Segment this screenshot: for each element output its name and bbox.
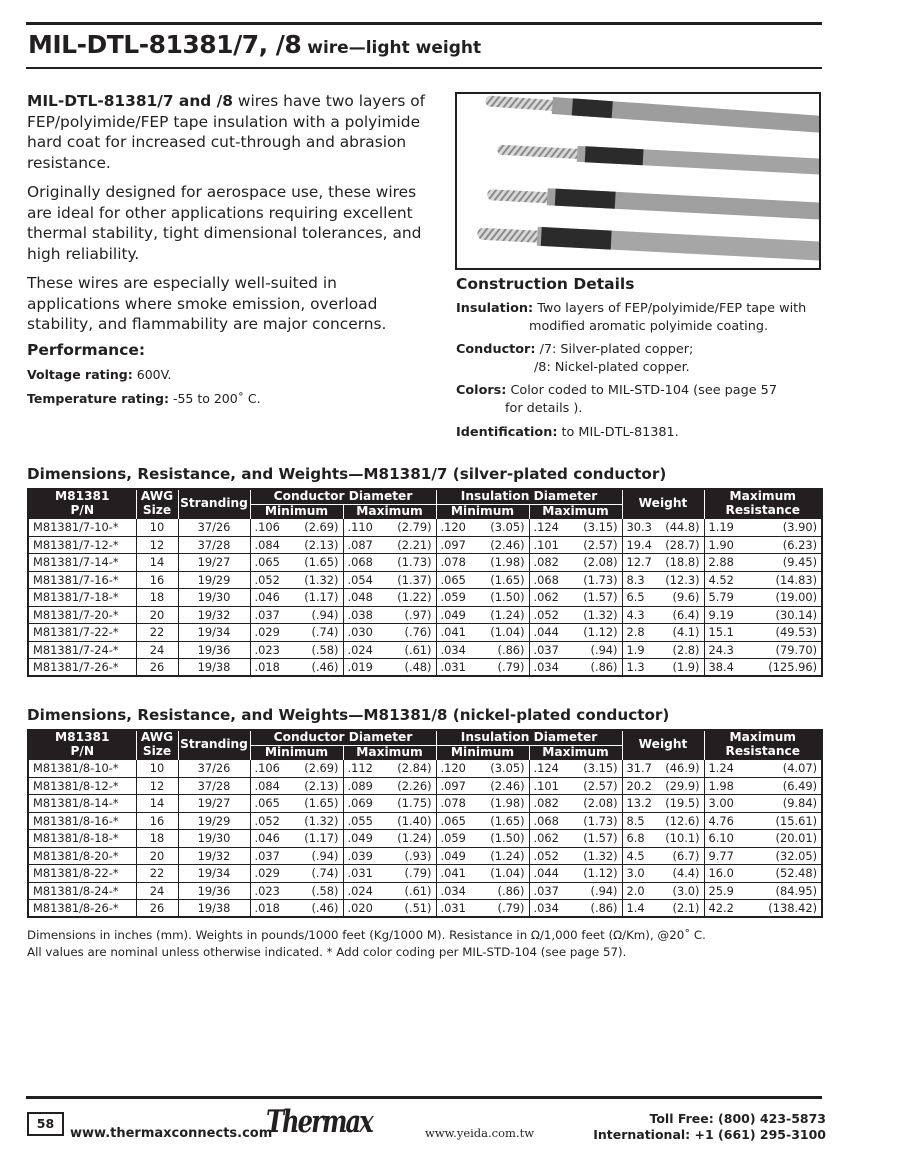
cell-insulation-max: .068 (1.73) <box>529 812 622 830</box>
cell-part-number: M81381/7-24-* <box>28 641 136 659</box>
cell-awg: 12 <box>136 777 178 795</box>
table-row <box>28 659 822 677</box>
cell-weight: 6.8 (10.1) <box>622 830 704 848</box>
header-conductor-minimum: Minimum <box>250 504 343 519</box>
cell-part-number: M81381/8-10-* <box>28 760 136 778</box>
cell-part-number: M81381/8-22-* <box>28 865 136 883</box>
notes-line-2: All values are nominal unless otherwise indicated. * Add color coding per MIL-STD-104 (see page 57). <box>27 944 627 959</box>
cell-part-number: M81381/8-12-* <box>28 777 136 795</box>
table-row <box>28 589 822 607</box>
performance-heading: Performance: <box>27 341 146 359</box>
cell-conductor-max: .087 (2.21) <box>343 536 436 554</box>
header-resistance-line-1: Maximum <box>704 730 822 745</box>
cell-resistance: 9.77 (32.05) <box>704 847 822 865</box>
cell-stranding: 19/38 <box>178 659 250 677</box>
cell-conductor-max: .068 (1.73) <box>343 554 436 572</box>
cell-insulation-min: .049 (1.24) <box>436 847 529 865</box>
cell-conductor-max: .039 (.93) <box>343 847 436 865</box>
cell-conductor-max: .038 (.97) <box>343 606 436 624</box>
construction-colors: Colors: Color coded to MIL-STD-104 (see page 57 for details ). <box>456 383 777 416</box>
cell-resistance: 1.24 (4.07) <box>704 760 822 778</box>
table-row <box>28 795 822 813</box>
intro-paragraph-3: These wires are especially well-suited in applications where smoke emission, overload stability, and flammability are major concerns. <box>27 274 387 333</box>
table-row <box>28 606 822 624</box>
yeida-link[interactable]: www.yeida.com.tw <box>425 1126 535 1140</box>
header-insulation-minimum: Minimum <box>436 504 529 519</box>
cell-stranding: 19/36 <box>178 882 250 900</box>
cell-insulation-min: .031 (.79) <box>436 900 529 918</box>
cell-part-number: M81381/8-14-* <box>28 795 136 813</box>
cell-part-number: M81381/8-20-* <box>28 847 136 865</box>
cell-conductor-min: .046 (1.17) <box>250 589 343 607</box>
cell-part-number: M81381/7-12-* <box>28 536 136 554</box>
cell-conductor-max: .020 (.51) <box>343 900 436 918</box>
cell-weight: 20.2 (29.9) <box>622 777 704 795</box>
cell-awg: 24 <box>136 882 178 900</box>
header-resistance-line-2: Resistance <box>704 504 822 519</box>
table-row <box>28 641 822 659</box>
cell-conductor-min: .084 (2.13) <box>250 536 343 554</box>
table-row <box>28 519 822 537</box>
cell-part-number: M81381/7-20-* <box>28 606 136 624</box>
cell-weight: 19.4 (28.7) <box>622 536 704 554</box>
notes-line-1: Dimensions in inches (mm). Weights in pounds/1000 feet (Kg/1000 M). Resistance in Ω/1,000 feet (Ω/Km), @20˚ C. <box>27 928 706 942</box>
header-pn-line-2: P/N <box>28 745 136 760</box>
cell-conductor-min: .018 (.46) <box>250 900 343 918</box>
cell-stranding: 19/29 <box>178 812 250 830</box>
cell-conductor-min: .037 (.94) <box>250 847 343 865</box>
cell-insulation-max: .082 (2.08) <box>529 795 622 813</box>
cell-insulation-min: .041 (1.04) <box>436 624 529 642</box>
wire-3 <box>487 185 819 220</box>
cell-insulation-max: .037 (.94) <box>529 641 622 659</box>
cell-conductor-min: .106 (2.69) <box>250 519 343 537</box>
cell-insulation-min: .078 (1.98) <box>436 795 529 813</box>
wire-2 <box>497 142 819 175</box>
cell-conductor-min: .018 (.46) <box>250 659 343 677</box>
header-resistance-line-1: Maximum <box>704 489 822 504</box>
header-pn-line-1: M81381 <box>28 730 136 745</box>
cell-insulation-min: .031 (.79) <box>436 659 529 677</box>
cell-stranding: 37/26 <box>178 519 250 537</box>
header-stranding: Stranding <box>178 730 250 760</box>
cell-insulation-min: .059 (1.50) <box>436 830 529 848</box>
cell-insulation-max: .101 (2.57) <box>529 536 622 554</box>
website-link[interactable]: www.thermaxconnects.com <box>70 1126 273 1141</box>
cell-weight: 31.7 (46.9) <box>622 760 704 778</box>
cell-weight: 1.4 (2.1) <box>622 900 704 918</box>
cell-resistance: 1.98 (6.49) <box>704 777 822 795</box>
cell-awg: 18 <box>136 830 178 848</box>
header-weight: Weight <box>622 489 704 519</box>
cell-insulation-max: .034 (.86) <box>529 900 622 918</box>
cell-weight: 2.8 (4.1) <box>622 624 704 642</box>
cell-part-number: M81381/8-24-* <box>28 882 136 900</box>
cell-conductor-max: .089 (2.26) <box>343 777 436 795</box>
construction-identification: Identification: to MIL-DTL-81381. <box>456 425 679 440</box>
cell-insulation-min: .034 (.86) <box>436 882 529 900</box>
cell-part-number: M81381/8-26-* <box>28 900 136 918</box>
table-row <box>28 571 822 589</box>
cell-conductor-max: .049 (1.24) <box>343 830 436 848</box>
table-8-title: Dimensions, Resistance, and Weights—M81381/8 (nickel-plated conductor) <box>27 706 670 724</box>
cell-conductor-min: .029 (.74) <box>250 624 343 642</box>
cell-insulation-max: .068 (1.73) <box>529 571 622 589</box>
cell-stranding: 19/34 <box>178 865 250 883</box>
cell-conductor-min: .065 (1.65) <box>250 795 343 813</box>
top-rule <box>26 22 822 25</box>
toll-free-number: Toll Free: (800) 423-5873 <box>649 1111 826 1126</box>
cell-weight: 2.0 (3.0) <box>622 882 704 900</box>
voltage-rating: Voltage rating: 600V. <box>27 367 172 382</box>
cell-conductor-max: .054 (1.37) <box>343 571 436 589</box>
cell-weight: 4.3 (6.4) <box>622 606 704 624</box>
cell-resistance: 4.52 (14.83) <box>704 571 822 589</box>
cell-awg: 26 <box>136 659 178 677</box>
construction-heading: Construction Details <box>456 275 635 293</box>
header-resistance-line-2: Resistance <box>704 745 822 760</box>
cell-resistance: 9.19 (30.14) <box>704 606 822 624</box>
cell-weight: 30.3 (44.8) <box>622 519 704 537</box>
cell-resistance: 16.0 (52.48) <box>704 865 822 883</box>
cell-insulation-min: .041 (1.04) <box>436 865 529 883</box>
temperature-rating: Temperature rating: -55 to 200˚ C. <box>27 391 261 406</box>
cell-weight: 4.5 (6.7) <box>622 847 704 865</box>
cell-stranding: 19/30 <box>178 589 250 607</box>
cell-conductor-min: .106 (2.69) <box>250 760 343 778</box>
cell-insulation-max: .062 (1.57) <box>529 830 622 848</box>
cell-awg: 16 <box>136 571 178 589</box>
cell-conductor-max: .019 (.48) <box>343 659 436 677</box>
table-row <box>28 812 822 830</box>
cell-insulation-max: .124 (3.15) <box>529 519 622 537</box>
header-pn-line-1: M81381 <box>28 489 136 504</box>
page-number: 58 <box>27 1112 64 1136</box>
cell-conductor-min: .023 (.58) <box>250 882 343 900</box>
header-pn-line-2: P/N <box>28 504 136 519</box>
wire-photo <box>455 92 821 270</box>
header-weight: Weight <box>622 730 704 760</box>
cell-insulation-min: .049 (1.24) <box>436 606 529 624</box>
cell-awg: 12 <box>136 536 178 554</box>
wire-illustration <box>457 94 819 268</box>
cell-conductor-min: .046 (1.17) <box>250 830 343 848</box>
cell-stranding: 37/28 <box>178 536 250 554</box>
cell-resistance: 5.79 (19.00) <box>704 589 822 607</box>
wire-4 <box>477 224 819 261</box>
table-row <box>28 830 822 848</box>
table-row <box>28 847 822 865</box>
cell-insulation-max: .062 (1.57) <box>529 589 622 607</box>
cell-insulation-min: .097 (2.46) <box>436 777 529 795</box>
cell-part-number: M81381/7-22-* <box>28 624 136 642</box>
cell-insulation-min: .034 (.86) <box>436 641 529 659</box>
cell-part-number: M81381/7-14-* <box>28 554 136 572</box>
cell-conductor-min: .065 (1.65) <box>250 554 343 572</box>
cell-stranding: 19/29 <box>178 571 250 589</box>
cell-conductor-max: .055 (1.40) <box>343 812 436 830</box>
title-rule <box>26 67 822 69</box>
cell-insulation-min: .059 (1.50) <box>436 589 529 607</box>
cell-insulation-min: .120 (3.05) <box>436 760 529 778</box>
intro-paragraph-2: Originally designed for aerospace use, these wires are ideal for other applications requiring excellent thermal stability, tight dimensional tolerances, and high reliability. <box>27 183 422 263</box>
cell-resistance: 4.76 (15.61) <box>704 812 822 830</box>
header-awg-line-2: Size <box>136 504 178 519</box>
construction-insulation: Insulation: Two layers of FEP/polyimide/FEP tape with modified aromatic polyimide coating. <box>456 301 807 334</box>
table-m81381-7 <box>27 488 823 677</box>
table-row <box>28 624 822 642</box>
cell-insulation-min: .065 (1.65) <box>436 571 529 589</box>
cell-awg: 20 <box>136 847 178 865</box>
construction-conductor: Conductor: /7: Silver-plated copper; /8: Nickel-plated copper. <box>456 342 694 375</box>
cell-stranding: 19/27 <box>178 554 250 572</box>
cell-stranding: 19/32 <box>178 606 250 624</box>
cell-resistance: 1.90 (6.23) <box>704 536 822 554</box>
cell-stranding: 37/28 <box>178 777 250 795</box>
header-conductor-diameter: Conductor Diameter <box>250 730 436 745</box>
cell-part-number: M81381/7-16-* <box>28 571 136 589</box>
cell-resistance: 25.9 (84.95) <box>704 882 822 900</box>
cell-resistance: 6.10 (20.01) <box>704 830 822 848</box>
cell-conductor-max: .030 (.76) <box>343 624 436 642</box>
cell-resistance: 1.19 (3.90) <box>704 519 822 537</box>
cell-conductor-max: .110 (2.79) <box>343 519 436 537</box>
header-conductor-maximum: Maximum <box>343 504 436 519</box>
cell-part-number: M81381/8-16-* <box>28 812 136 830</box>
cell-awg: 22 <box>136 865 178 883</box>
cell-conductor-min: .023 (.58) <box>250 641 343 659</box>
cell-awg: 24 <box>136 641 178 659</box>
cell-stranding: 37/26 <box>178 760 250 778</box>
cell-resistance: 38.4 (125.96) <box>704 659 822 677</box>
cell-resistance: 24.3 (79.70) <box>704 641 822 659</box>
table-row <box>28 900 822 918</box>
cell-stranding: 19/34 <box>178 624 250 642</box>
cell-resistance: 3.00 (9.84) <box>704 795 822 813</box>
table-7-title: Dimensions, Resistance, and Weights—M81381/7 (silver-plated conductor) <box>27 465 667 483</box>
cell-insulation-min: .078 (1.98) <box>436 554 529 572</box>
cell-part-number: M81381/7-18-* <box>28 589 136 607</box>
cell-conductor-max: .031 (.79) <box>343 865 436 883</box>
cell-insulation-min: .065 (1.65) <box>436 812 529 830</box>
header-awg-line-1: AWG <box>136 730 178 745</box>
table-row <box>28 760 822 778</box>
cell-insulation-max: .124 (3.15) <box>529 760 622 778</box>
wire-1 <box>485 94 819 133</box>
cell-conductor-max: .048 (1.22) <box>343 589 436 607</box>
cell-weight: 8.5 (12.6) <box>622 812 704 830</box>
cell-insulation-max: .034 (.86) <box>529 659 622 677</box>
cell-awg: 26 <box>136 900 178 918</box>
cell-weight: 13.2 (19.5) <box>622 795 704 813</box>
cell-awg: 10 <box>136 519 178 537</box>
cell-insulation-max: .052 (1.32) <box>529 606 622 624</box>
cell-stranding: 19/27 <box>178 795 250 813</box>
table-m81381-8 <box>27 729 823 918</box>
table-notes <box>27 927 706 960</box>
table-row <box>28 554 822 572</box>
table-row <box>28 865 822 883</box>
cell-awg: 18 <box>136 589 178 607</box>
cell-weight: 8.3 (12.3) <box>622 571 704 589</box>
cell-insulation-max: .044 (1.12) <box>529 865 622 883</box>
cell-weight: 1.3 (1.9) <box>622 659 704 677</box>
intro-paragraph-1: MIL-DTL-81381/7 and /8 wires have two layers of FEP/polyimide/FEP tape insulation with a polyimide hard coat for increased cut-through and abrasion resistance. <box>27 92 426 172</box>
cell-resistance: 42.2 (138.42) <box>704 900 822 918</box>
header-insulation-maximum: Maximum <box>529 504 622 519</box>
header-conductor-maximum: Maximum <box>343 745 436 760</box>
header-insulation-maximum: Maximum <box>529 745 622 760</box>
cell-insulation-max: .082 (2.08) <box>529 554 622 572</box>
cell-weight: 1.9 (2.8) <box>622 641 704 659</box>
cell-resistance: 2.88 (9.45) <box>704 554 822 572</box>
cell-insulation-min: .097 (2.46) <box>436 536 529 554</box>
cell-insulation-min: .120 (3.05) <box>436 519 529 537</box>
cell-weight: 3.0 (4.4) <box>622 865 704 883</box>
header-conductor-diameter: Conductor Diameter <box>250 489 436 504</box>
cell-resistance: 15.1 (49.53) <box>704 624 822 642</box>
cell-conductor-max: .069 (1.75) <box>343 795 436 813</box>
table-row <box>28 536 822 554</box>
cell-conductor-max: .112 (2.84) <box>343 760 436 778</box>
cell-awg: 16 <box>136 812 178 830</box>
cell-awg: 20 <box>136 606 178 624</box>
page-title: MIL-DTL-81381/7, /8 wire—light weight <box>28 30 482 59</box>
table-row <box>28 882 822 900</box>
header-awg-line-1: AWG <box>136 489 178 504</box>
cell-stranding: 19/38 <box>178 900 250 918</box>
contact-info <box>593 1111 826 1143</box>
cell-conductor-min: .029 (.74) <box>250 865 343 883</box>
footer-rule <box>26 1096 822 1099</box>
cell-insulation-max: .044 (1.12) <box>529 624 622 642</box>
cell-insulation-max: .037 (.94) <box>529 882 622 900</box>
thermax-logo: Thermax <box>266 1104 372 1140</box>
cell-weight: 6.5 (9.6) <box>622 589 704 607</box>
cell-conductor-min: .037 (.94) <box>250 606 343 624</box>
header-insulation-minimum: Minimum <box>436 745 529 760</box>
header-insulation-diameter: Insulation Diameter <box>436 489 622 504</box>
cell-conductor-max: .024 (.61) <box>343 882 436 900</box>
cell-conductor-min: .084 (2.13) <box>250 777 343 795</box>
header-insulation-diameter: Insulation Diameter <box>436 730 622 745</box>
header-awg-line-2: Size <box>136 745 178 760</box>
cell-awg: 14 <box>136 795 178 813</box>
international-number: International: +1 (661) 295-3100 <box>593 1127 826 1142</box>
header-conductor-minimum: Minimum <box>250 745 343 760</box>
table-row <box>28 777 822 795</box>
cell-stranding: 19/36 <box>178 641 250 659</box>
cell-conductor-min: .052 (1.32) <box>250 571 343 589</box>
cell-part-number: M81381/8-18-* <box>28 830 136 848</box>
cell-awg: 10 <box>136 760 178 778</box>
cell-awg: 14 <box>136 554 178 572</box>
cell-conductor-max: .024 (.61) <box>343 641 436 659</box>
cell-awg: 22 <box>136 624 178 642</box>
cell-weight: 12.7 (18.8) <box>622 554 704 572</box>
cell-stranding: 19/32 <box>178 847 250 865</box>
cell-insulation-max: .101 (2.57) <box>529 777 622 795</box>
cell-insulation-max: .052 (1.32) <box>529 847 622 865</box>
cell-stranding: 19/30 <box>178 830 250 848</box>
cell-part-number: M81381/7-26-* <box>28 659 136 677</box>
cell-conductor-min: .052 (1.32) <box>250 812 343 830</box>
header-stranding: Stranding <box>178 489 250 519</box>
cell-part-number: M81381/7-10-* <box>28 519 136 537</box>
